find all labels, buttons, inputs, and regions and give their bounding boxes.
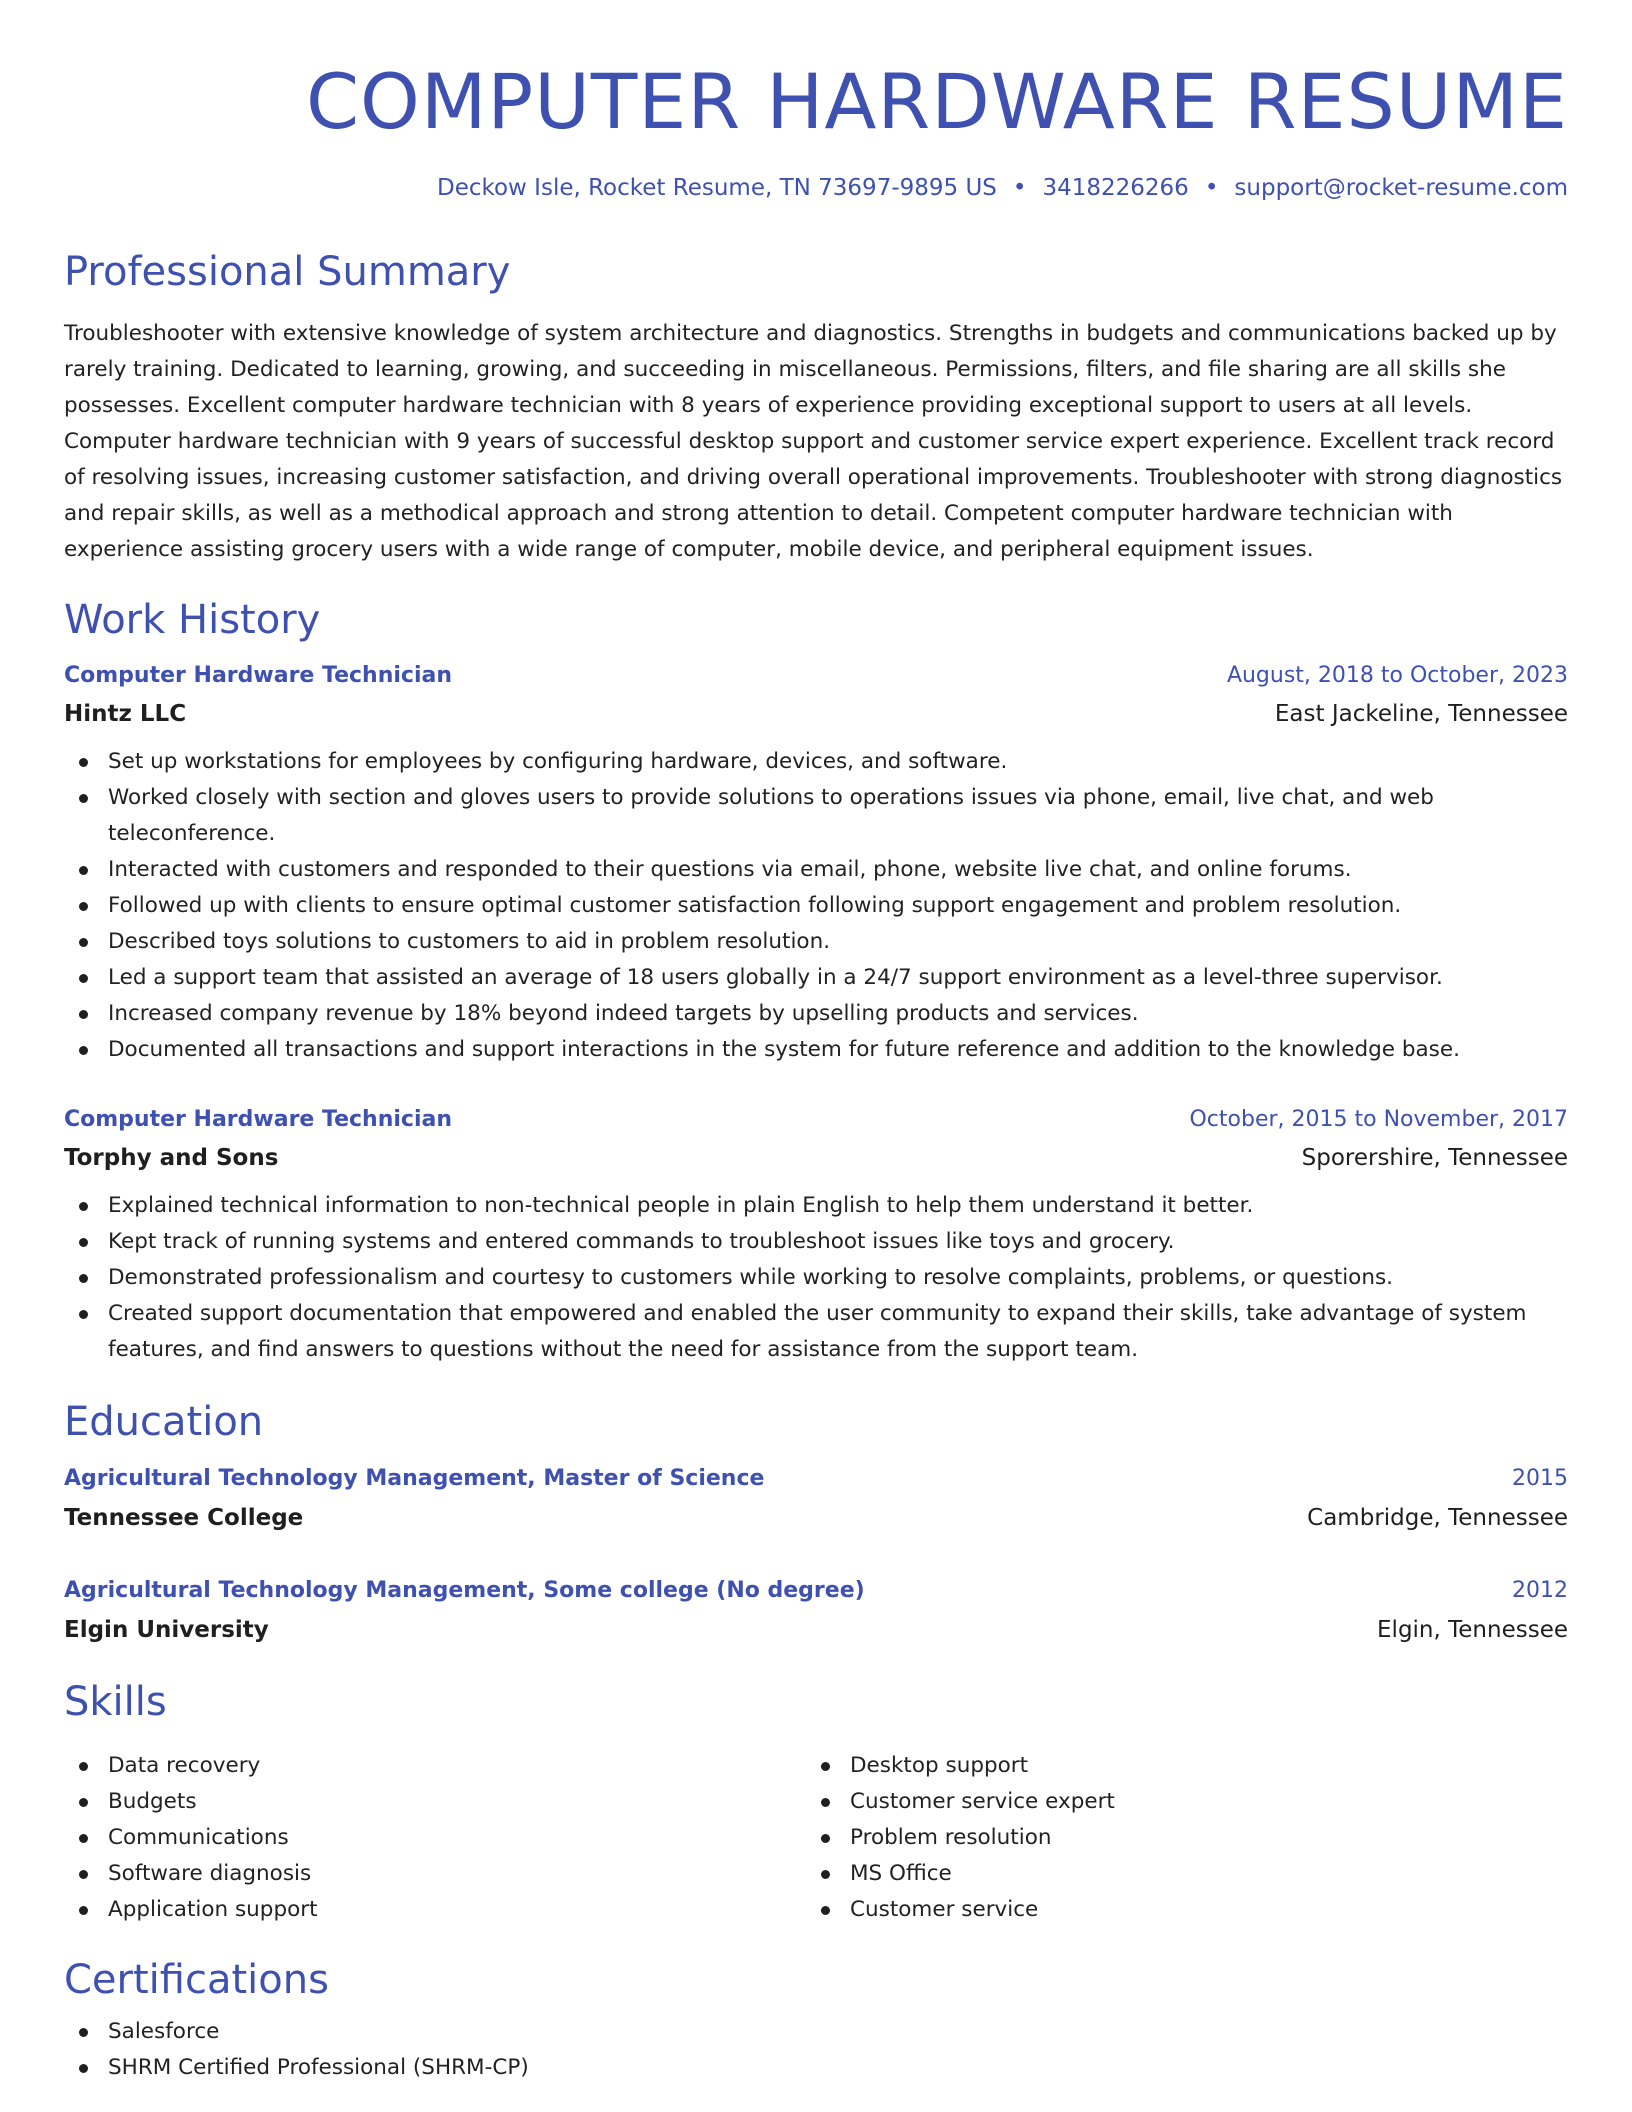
section-title-summary: Professional Summary xyxy=(64,249,511,295)
job-bullet: Set up workstations for employees by configuring hardware, devices, and software. xyxy=(64,744,1568,780)
education-degree: Agricultural Technology Management, Some college (No degree) xyxy=(64,1578,865,1603)
skill-item: Budgets xyxy=(64,1784,806,1820)
skill-item: Data recovery xyxy=(64,1748,806,1784)
job-bullet: Increased company revenue by 18% beyond indeed targets by upselling products and services. xyxy=(64,996,1568,1032)
education-school: Elgin University xyxy=(64,1617,269,1643)
resume-page xyxy=(64,0,1568,2086)
job-entry xyxy=(64,658,1568,1068)
job-bullet: Created support documentation that empowered and enabled the user community to expand their skills, take advantage of system features, and find answers to questions without the need for assistance from the support team. xyxy=(64,1296,1568,1368)
job-bullet: Led a support team that assisted an average of 18 users globally in a 24/7 support environment as a level-three supervisor. xyxy=(64,960,1568,996)
job-dates: October, 2015 to November, 2017 xyxy=(1189,1107,1568,1132)
skill-item: Customer service expert xyxy=(806,1784,1548,1820)
certification-item: SHRM Certified Professional (SHRM-CP) xyxy=(64,2050,1568,2086)
job-company: Torphy and Sons xyxy=(64,1145,279,1171)
job-entry xyxy=(64,1102,1568,1368)
education-year: 2012 xyxy=(1512,1578,1568,1603)
job-bullet: Explained technical information to non-technical people in plain English to help them understand it better. xyxy=(64,1188,1568,1224)
skill-item: Desktop support xyxy=(806,1748,1548,1784)
job-bullet: Described toys solutions to customers to aid in problem resolution. xyxy=(64,924,1568,960)
contact-email: support@rocket-resume.com xyxy=(1234,175,1568,201)
skill-item: Problem resolution xyxy=(806,1820,1548,1856)
education-year: 2015 xyxy=(1512,1466,1568,1491)
education-entry xyxy=(64,1572,1568,1650)
skills-column-left xyxy=(64,1748,806,1928)
job-bullet: Kept track of running systems and entered commands to troubleshoot issues like toys and grocery. xyxy=(64,1224,1568,1260)
job-location: East Jackeline, Tennessee xyxy=(1274,701,1568,727)
education-degree: Agricultural Technology Management, Master of Science xyxy=(64,1466,765,1491)
education-entry xyxy=(64,1460,1568,1538)
resume-title: COMPUTER HARDWARE RESUME xyxy=(305,57,1568,146)
job-bullets xyxy=(64,744,1568,1068)
certification-item: Salesforce xyxy=(64,2014,1568,2050)
job-bullet: Documented all transactions and support interactions in the system for future reference and addition to the knowledge base. xyxy=(64,1032,1568,1068)
skill-item: Customer service xyxy=(806,1892,1548,1928)
education-location: Cambridge, Tennessee xyxy=(1307,1505,1568,1531)
education-school: Tennessee College xyxy=(64,1505,304,1531)
skills-column-right xyxy=(806,1748,1548,1928)
job-location: Sporershire, Tennessee xyxy=(1301,1145,1568,1171)
job-bullet: Followed up with clients to ensure optimal customer satisfaction following support engagement and problem resolution. xyxy=(64,888,1568,924)
skill-item: Communications xyxy=(64,1820,806,1856)
section-title-education: Education xyxy=(64,1399,264,1445)
skills-grid xyxy=(64,1738,1568,1928)
skill-item: Software diagnosis xyxy=(64,1856,806,1892)
certifications-list xyxy=(64,2014,1568,2086)
contact-separator: • xyxy=(1012,175,1027,201)
job-dates: August, 2018 to October, 2023 xyxy=(1226,663,1568,688)
job-bullet: Interacted with customers and responded to their questions via email, phone, website live chat, and online forums. xyxy=(64,852,1568,888)
job-role: Computer Hardware Technician xyxy=(64,1107,452,1132)
job-bullet: Demonstrated professionalism and courtesy to customers while working to resolve complaints, problems, or questions. xyxy=(64,1260,1568,1296)
job-bullet: Worked closely with section and gloves users to provide solutions to operations issues via phone, email, live chat, and web teleconference. xyxy=(64,780,1568,852)
summary-text: Troubleshooter with extensive knowledge of system architecture and diagnostics. Strengths in budgets and communications backed up by rarely training. Dedicated to learning, growing, and succeeding in miscellaneous. Permissions, filters, and file sharing are all skills she possesses. Excellent computer hardware technician with 8 years of experience providing exceptional support to users at all levels. Computer hardware technician with 9 years of successful desktop support and customer service expert experience. Excellent track record of resolving issues, increasing customer satisfaction, and driving overall operational improvements. Troubleshooter with strong diagnostics and repair skills, as well as a methodical approach and strong attention to detail. Competent computer hardware technician with experience assisting grocery users with a wide range of computer, mobile device, and peripheral equipment issues. xyxy=(64,321,1563,562)
job-role: Computer Hardware Technician xyxy=(64,663,452,688)
job-bullets xyxy=(64,1188,1568,1368)
contact-phone: 3418226266 xyxy=(1042,175,1189,201)
section-title-certifications: Certifications xyxy=(64,1957,329,2003)
contact-line xyxy=(64,174,1568,202)
skill-item: MS Office xyxy=(806,1856,1548,1892)
section-title-work-history: Work History xyxy=(64,597,321,643)
contact-address: Deckow Isle, Rocket Resume, TN 73697-9895 US xyxy=(436,175,997,201)
education-location: Elgin, Tennessee xyxy=(1377,1617,1568,1643)
job-company: Hintz LLC xyxy=(64,701,187,727)
skill-item: Application support xyxy=(64,1892,806,1928)
contact-separator: • xyxy=(1204,175,1219,201)
section-title-skills: Skills xyxy=(64,1679,167,1725)
